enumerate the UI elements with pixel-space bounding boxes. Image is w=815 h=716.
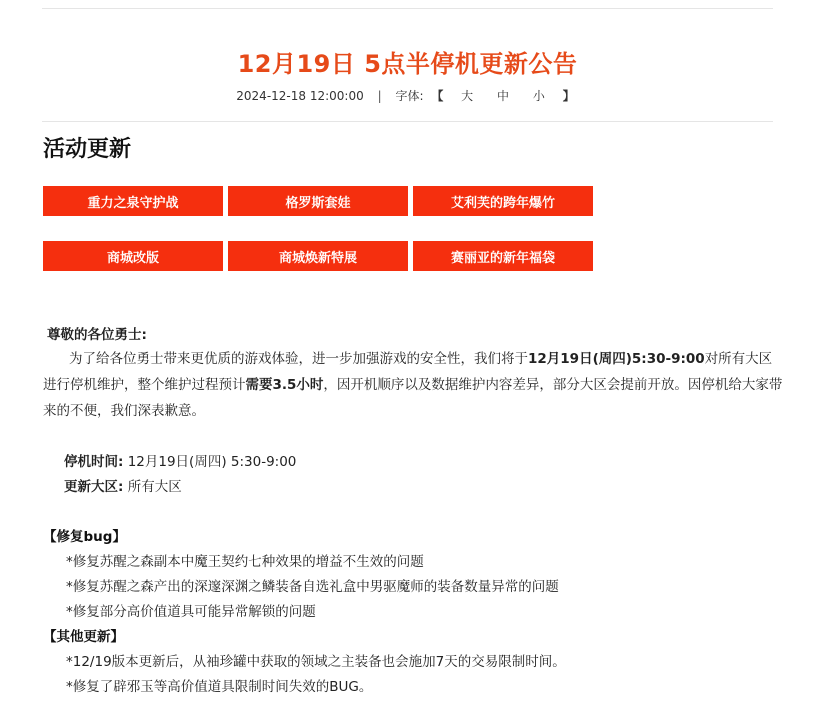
bracket-close: 】 (562, 89, 575, 103)
fix-item: *修复苏醒之森产出的深邃深渊之鳞装备自选礼盒中男驱魔师的装备数量异常的问题 (66, 579, 559, 595)
font-size-small-link[interactable]: 小 (532, 89, 545, 103)
font-size-label: 字体: (395, 89, 424, 103)
page-title: 12月19日 5点半停机更新公告 (237, 50, 578, 78)
others-heading: 【其他更新】 (43, 629, 124, 645)
paragraph-bold-duration: 需要3.5小时 (245, 377, 324, 393)
greeting: 尊敬的各位勇士: (47, 327, 147, 343)
other-update-item: *修复了辟邪玉等高价值道具限制时间失效的BUG。 (66, 679, 373, 695)
font-size-large-link[interactable]: 大 (461, 89, 474, 103)
paragraph-text: 对所有大区进行停机维护，整个维护过程预计 (43, 351, 773, 393)
article-meta (0, 87, 815, 104)
header-divider (42, 121, 773, 122)
bracket-open: 【 (431, 89, 444, 103)
fix-item: *修复苏醒之森副本中魔王契约七种效果的增益不生效的问题 (66, 554, 424, 570)
publish-datetime: 2024-12-18 12:00:00 (236, 89, 364, 103)
fix-item: *修复部分高价值道具可能异常解锁的问题 (66, 604, 316, 620)
other-update-item: *12/19版本更新后，从袖珍罐中获取的领域之主装备也会施加7天的交易限制时间。 (66, 654, 566, 670)
paragraph-text: 为了给各位勇士带来更优质的游戏体验，进一步加强游戏的安全性，我们将于 (69, 351, 528, 367)
font-size-medium-link[interactable]: 中 (497, 89, 510, 103)
downtime-value: 12月19日(周四) 5:30-9:00 (127, 454, 297, 470)
activity-heading: 活动更新 (43, 137, 132, 162)
activity-button-mall-exhibition[interactable]: 商城焕新特展 (228, 241, 408, 271)
region-row (64, 475, 182, 495)
meta-separator: | (377, 89, 382, 103)
paragraph-bold-time: 12月19日(周四)5:30-9:00 (528, 351, 705, 367)
activity-button-gravity-spring[interactable]: 重力之泉守护战 (43, 186, 223, 216)
fixes-heading: 【修复bug】 (43, 529, 126, 545)
top-divider (42, 8, 773, 9)
downtime-row (64, 450, 296, 470)
paragraph-text: ，因开机顺序以及数据维护内容差异，部分大区会提前开放。因停机给大家带来的不便，我们深表歉意。 (43, 377, 783, 419)
region-label: 更新大区: (64, 479, 124, 495)
activity-button-mall-revamp[interactable]: 商城改版 (43, 241, 223, 271)
activity-button-new-year-bag[interactable]: 赛丽亚的新年福袋 (413, 241, 593, 271)
notice-paragraph (43, 346, 783, 424)
activity-button-gross-doll[interactable]: 格罗斯套娃 (228, 186, 408, 216)
downtime-label: 停机时间: (64, 454, 124, 470)
activity-button-new-year-firecracker[interactable]: 艾利芙的跨年爆竹 (413, 186, 593, 216)
region-value: 所有大区 (127, 479, 182, 495)
